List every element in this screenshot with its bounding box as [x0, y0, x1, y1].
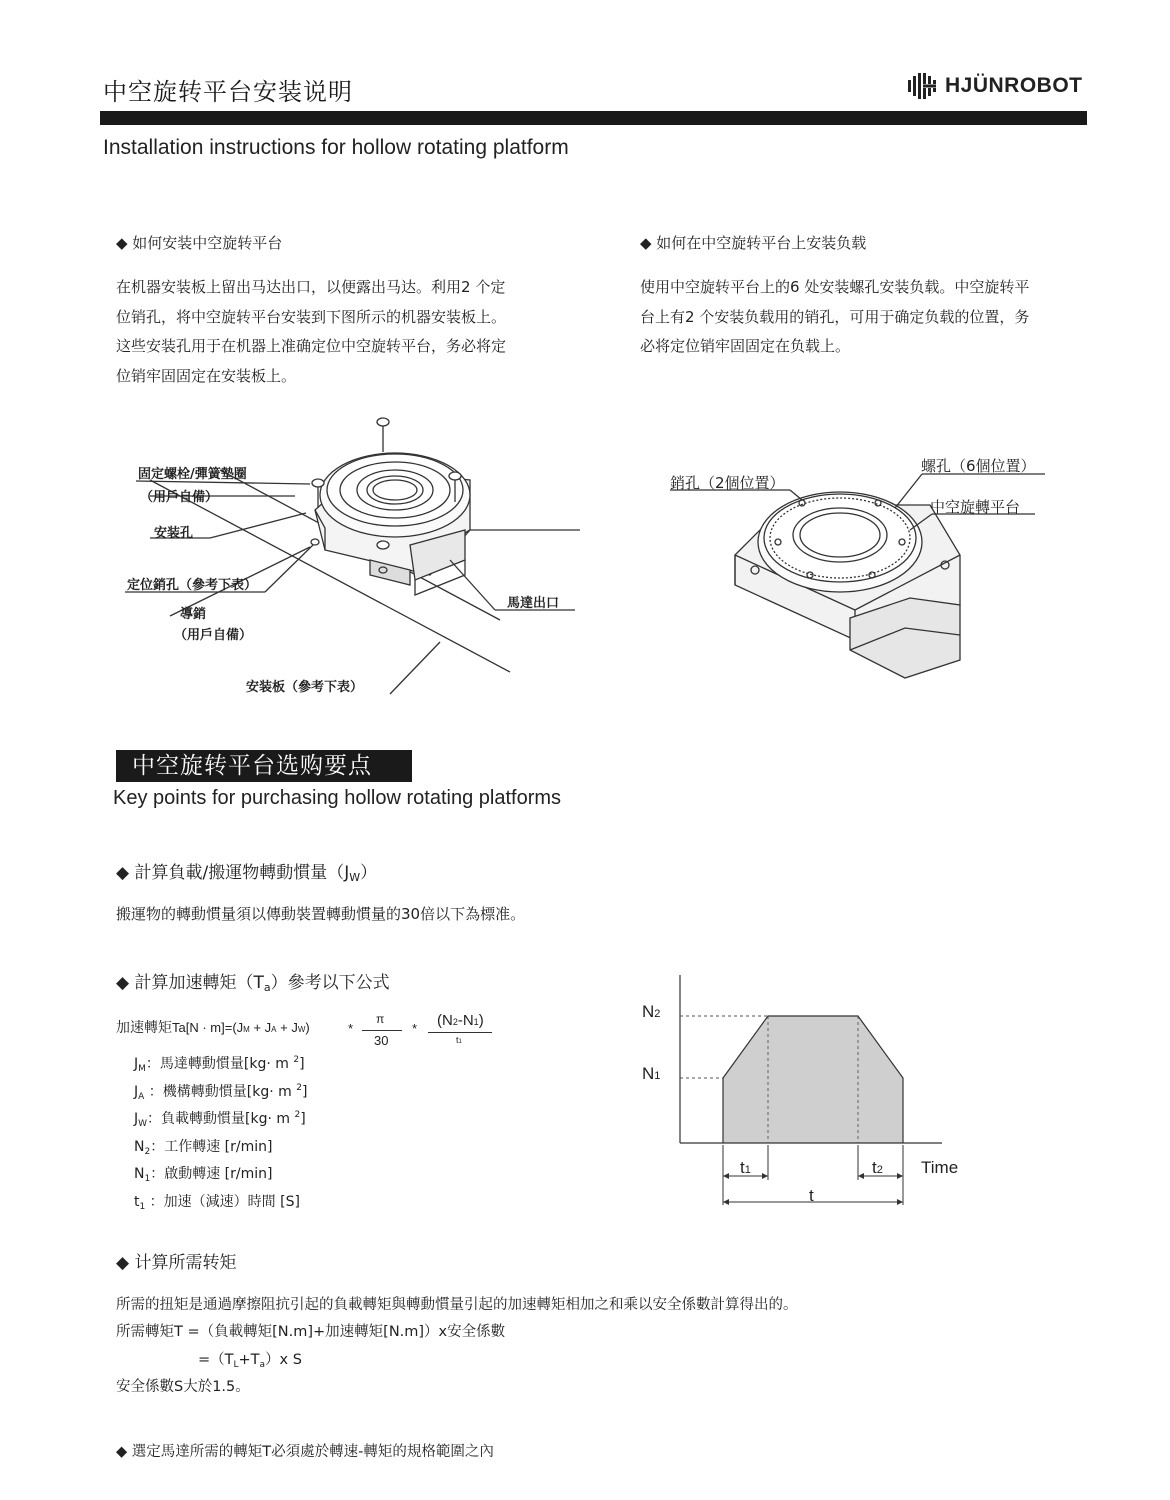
label-mount-plate: 安装板（參考下表）	[246, 680, 364, 695]
speed-time-graph	[630, 965, 970, 1215]
formula-sub-a: A	[271, 1025, 277, 1034]
purchase-subtitle: Key points for purchasing hollow rotating platforms	[113, 787, 562, 809]
label-screw-holes: 螺孔（6個位置）	[921, 457, 1036, 475]
text-line: 台上有2 个安装负载用的销孔，可用于确定负载的位置，务	[640, 307, 1030, 326]
accel-heading-end: ）參考以下公式	[270, 973, 390, 993]
var-sup: 2	[294, 1110, 301, 1120]
dn-open: (N	[437, 1012, 453, 1029]
var-sub: M	[138, 1064, 146, 1074]
graph-label-t1	[740, 1158, 751, 1178]
torque-line-2: 所需轉矩T =（負載轉矩[N.m]+加速轉矩[N.m]）x安全係數	[116, 1324, 506, 1340]
select-motor-note: ◆ 選定馬達所需的轉矩T必須處於轉速-轉矩的規格範圍之內	[116, 1444, 494, 1460]
line3-mid: +T	[238, 1352, 260, 1368]
n1-symbol: N	[642, 1064, 655, 1083]
inertia-heading-sub: W	[349, 871, 361, 884]
var-sup: 2	[296, 1082, 302, 1093]
formula-star: *	[412, 1021, 418, 1036]
var-symbol: J	[134, 1111, 139, 1127]
formula-star: *	[348, 1021, 354, 1036]
var-text: ：工作轉速 [r/min]	[150, 1138, 273, 1155]
var-symbol: t	[134, 1193, 140, 1210]
formula-t1	[456, 1035, 462, 1045]
variable-item	[134, 1053, 307, 1081]
label-hollow-platform: 中空旋轉平台	[930, 498, 1021, 516]
graph-area	[723, 1016, 903, 1143]
label-mount-hole: 安装孔	[154, 526, 194, 541]
var-sup: 2	[293, 1055, 300, 1065]
label-guide-pin: 導銷	[180, 607, 207, 622]
text-line: 在机器安装板上留出马达出口，以便露出马达。利用2 个定	[116, 278, 506, 296]
t2-symbol: t	[872, 1158, 877, 1177]
var-text: ：馬達轉動慣量[kg· m	[145, 1056, 294, 1072]
torque-line-1: 所需的扭矩是通過摩擦阻抗引起的負載轉矩與轉動慣量引起的加速轉矩相加之和乘以安全係數計算得出的。	[116, 1297, 798, 1313]
inertia-text: 搬運物的轉動慣量須以傳動裝置轉動慣量的30倍以下為標准。	[116, 905, 526, 923]
variable-item	[134, 1163, 307, 1191]
text-line: 这些安装孔用于在机器上准确定位中空旋转平台，务必将定	[116, 337, 507, 355]
line3-pre: =（T	[198, 1352, 234, 1368]
var-symbol: J	[134, 1056, 139, 1072]
formula-delta-n	[437, 1012, 484, 1029]
formula-pi: π	[376, 1012, 385, 1026]
formula-label: 加速轉矩	[116, 1020, 172, 1036]
variable-item	[134, 1081, 307, 1109]
inertia-heading-text: ◆ 計算負載/搬運物轉動慣量（J	[116, 863, 350, 883]
var-symbol: N	[134, 1138, 145, 1155]
n2-sub: 2	[654, 1008, 661, 1020]
t1-symbol: t	[740, 1158, 745, 1177]
graph-label-t2	[872, 1158, 883, 1178]
var-end: ]	[299, 1056, 305, 1072]
t1-sub: 1	[744, 1164, 751, 1176]
text-line: 位销牢固固定在安装板上。	[116, 366, 297, 385]
t1-symbol: t	[456, 1035, 459, 1045]
hjunrobot-logo-icon	[905, 71, 939, 101]
graph-label-n1	[642, 1064, 660, 1084]
var-text: ：機構轉動慣量[kg· m	[144, 1083, 297, 1100]
formula-thirty: 30	[374, 1033, 389, 1048]
label-guide-user: （用戶自備）	[174, 628, 253, 643]
fraction-bar	[362, 1030, 402, 1031]
formula-plus: + J	[249, 1020, 272, 1035]
accel-heading-sub: a	[263, 981, 271, 994]
dn-sub1: 1	[473, 1017, 479, 1027]
text-line: 位销孔，将中空旋转平台安装到下图所示的机器安装板上。	[116, 307, 507, 326]
var-symbol: J	[134, 1083, 139, 1100]
torque-line-4: 安全係數S大於1.5。	[116, 1379, 250, 1395]
variable-item	[134, 1136, 307, 1164]
dn-sub2: 2	[452, 1017, 458, 1027]
var-text: ：負載轉動慣量[kg· m	[147, 1111, 295, 1127]
text-line: 使用中空旋转平台上的6 处安装螺孔安装负载。中空旋转平	[640, 278, 1030, 296]
formula-plus: + J	[276, 1020, 298, 1035]
graph-label-time: Time	[921, 1158, 959, 1177]
page-title: 中空旋转平台安装说明	[103, 78, 353, 106]
var-symbol: N	[134, 1166, 145, 1182]
line3-sub-l: L	[233, 1360, 239, 1370]
variable-item	[134, 1108, 307, 1136]
n1-sub: 1	[654, 1070, 661, 1082]
fraction-bar	[428, 1032, 492, 1033]
variable-list	[134, 1053, 307, 1218]
line3-sub-a: a	[259, 1360, 266, 1370]
accel-heading-text: ◆ 計算加速轉矩（T	[116, 973, 264, 993]
var-sub: A	[138, 1091, 145, 1102]
t2-sub: 2	[876, 1164, 883, 1176]
accel-heading	[116, 968, 390, 994]
formula-close: )	[305, 1020, 310, 1035]
var-text: ：啟動轉速 [r/min]	[150, 1166, 273, 1182]
graph-label-t: t	[809, 1186, 814, 1205]
t1-sub: 1	[458, 1039, 462, 1045]
formula-sub-w: W	[297, 1025, 306, 1034]
page-subtitle: Installation instructions for hollow rotating platform	[103, 136, 569, 159]
inertia-heading-end: ）	[360, 863, 378, 883]
label-motor-outlet: 馬達出口	[507, 596, 560, 611]
brand-logo	[905, 71, 1083, 101]
torque-heading: ◆ 计算所需转矩	[116, 1253, 237, 1273]
var-end: ]	[300, 1111, 306, 1127]
formula-lhs: Ta[N · m]=(J	[172, 1020, 244, 1035]
inertia-heading	[116, 858, 377, 884]
label-pin-hole: 定位銷孔（參考下表）	[127, 578, 258, 593]
install-load-heading: ◆ 如何在中空旋转平台上安装负载	[640, 234, 867, 252]
header-divider-bar	[100, 111, 1087, 125]
label-pin-holes: 銷孔（2個位置）	[670, 474, 785, 492]
torque-line-3	[198, 1348, 302, 1370]
var-sub: 1	[139, 1201, 146, 1212]
purchase-banner: 中空旋转平台选购要点	[116, 750, 412, 782]
line3-end: ）x S	[265, 1352, 302, 1368]
dn-close: )	[478, 1012, 484, 1029]
dn-mid: -N	[457, 1012, 474, 1029]
n2-symbol: N	[642, 1002, 655, 1021]
graph-label-n2	[642, 1002, 660, 1022]
accel-formula	[116, 1017, 310, 1037]
brand-name: HJÜNROBOT	[945, 74, 1083, 97]
label-bolt-user: （用戶自備）	[140, 490, 219, 505]
install-load-text	[640, 273, 1100, 362]
formula-sub-m: M	[243, 1025, 250, 1034]
platform-install-drawing	[110, 410, 590, 710]
variable-item	[134, 1191, 307, 1219]
var-text: ：加速（減速）時間 [S]	[145, 1193, 300, 1210]
text-line: 必将定位销牢固固定在负载上。	[640, 337, 851, 355]
var-end: ]	[301, 1083, 308, 1100]
var-sub: 2	[144, 1146, 151, 1157]
install-platform-text	[116, 273, 576, 391]
var-sub: W	[138, 1119, 148, 1129]
label-bolt: 固定螺栓/彈簧墊圈	[138, 467, 247, 482]
install-platform-heading: ◆ 如何安装中空旋转平台	[116, 234, 283, 252]
var-sub: 1	[144, 1174, 151, 1184]
